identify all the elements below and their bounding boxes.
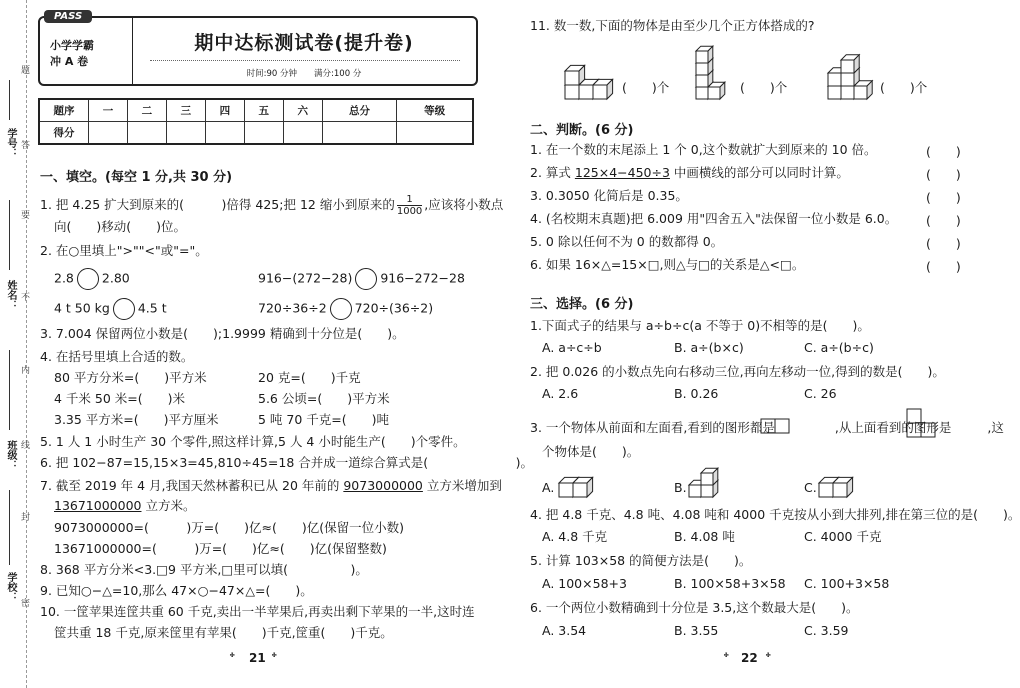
section-3-title: 三、选择。(6 分) [530, 297, 634, 312]
page-ornament-icon: ᛭ [270, 648, 279, 664]
question-1-cont: 向( )移动( )位。 [54, 219, 187, 234]
option-b[interactable]: B. 100×58+3×58 [674, 576, 786, 591]
right-page: 11. 数一数,下面的物体是由至少几个正方体搭成的? ( )个 ( )个 ( )个 二、判断。(6 分) 1. 在一个数的末尾添上 1 个 0,这个数就扩大到原来的 10 倍。 2. 算式 125×4−450÷3 中画横线的部分可以同时计算。 3. 0.3050 化简后是 0.35。 4. (名校期末真题)把 6.009 用"四舍五入"法保留一位小数是 6.0。 5. 0 除以任何不为 0 的数都得 0。 6. 如果 16×△=15×□,则△与□的关系是△<□。 ( ) ( ) ( ) ( ) ( ) ( ) 三、选择。(6 分) 1.下面式子的结果与 a÷b÷c(a 不等于 0)不相等的是( )。 A. a÷c÷b B. a÷(b×c) C. a÷(b÷c) 2. 把 0.026 的小数点先向右移动三位,再向左移动一位,得到的数是( )。 A. 2.6 B. 0.26 C. 26 3. 一个物体从前面和左面看,看到的图形都是 ,从上面看到的图形是 ,这 个物体是( )。 A. B. C. 4. 把 4.8 千克、4.8 吨、4.08 吨和 4000 千克按从小到大排列,排在第三位的是( )。 A. 4.8 千克 B. 4.08 吨 C. 4000 千克 5. 计算 103×58 的简便方法是( )。 A. 100×58+3 B. 100×58+3×58 C. 100+3×58 6. 一个两位小数精确到十分位是 3.5,这个数最大是( )。 A. 3.54 B. 3.55 C. 3.59 ᛭ 22 ᛭ [530, 18, 1020, 665]
option-a[interactable]: A. a÷c÷b [542, 340, 602, 355]
answer-paren[interactable]: ( ) [926, 259, 961, 274]
judge-3: 3. 0.3050 化简后是 0.35。 [530, 188, 688, 203]
question-4: 4. 在括号里填上合适的数。 [40, 349, 194, 364]
compare-circle[interactable] [113, 298, 135, 320]
choice-5: 5. 计算 103×58 的简便方法是( )。 [530, 553, 752, 568]
cube-figure-3 [827, 48, 879, 100]
compare-circle[interactable] [330, 298, 352, 320]
option-c[interactable]: C. 26 [804, 386, 837, 401]
choice-1: 1.下面式子的结果与 a÷b÷c(a 不等于 0)不相等的是( )。 [530, 318, 870, 333]
option-b[interactable]: B. 0.26 [674, 386, 719, 401]
fraction: $\frac{1}{1000}$ [396, 194, 423, 217]
judge-6: 6. 如果 16×△=15×□,则△与□的关系是△<□。 [530, 257, 805, 272]
page-ornament-icon: ᛭ [764, 648, 773, 664]
option-c[interactable]: C. 4000 千克 [804, 529, 882, 544]
cube [841, 55, 859, 73]
score-table [38, 98, 474, 145]
answer-paren[interactable]: ( ) [926, 167, 961, 182]
brand-label: 小学学霸 冲 A 卷 [50, 39, 94, 68]
question-10: 10. 一筐苹果连筐共重 60 千克,卖出一半苹果后,再卖出剩下苹果的一半,这时连 [40, 604, 475, 619]
pass-logo: PASS [44, 10, 92, 23]
score-cell[interactable] [397, 122, 473, 145]
question-2: 2. 在○里填上">""<"或"="。 [40, 243, 208, 258]
page-ornament-icon: ᛭ [722, 648, 731, 664]
section-1-title: 一、填空。(每空 1 分,共 30 分) [40, 170, 233, 185]
judge-2: 2. 算式 125×4−450÷3 中画横线的部分可以同时计算。 [530, 165, 849, 180]
option-a[interactable]: A. [542, 480, 555, 495]
answer-paren[interactable]: ( ) [926, 236, 961, 251]
gutter-label-student-id: 学号： [5, 128, 16, 158]
answer-paren[interactable]: ( ) [926, 213, 961, 228]
cube [565, 65, 585, 85]
choice-6: 6. 一个两位小数精确到十分位是 3.5,这个数最大是( )。 [530, 600, 859, 615]
cube [696, 46, 713, 63]
question-9: 9. 已知○−△=10,那么 47×○−47×△=( )。 [40, 583, 313, 598]
option-b[interactable]: B. 3.55 [674, 623, 719, 638]
section-2-title: 二、判断。(6 分) [530, 123, 634, 138]
left-page: 学号： 姓名： 班级： 学校： 题 答 要 不 内 线 封 密 PASS 小学学霸 冲 A 卷 期中达标测试卷(提升卷) 时间:90 分钟 满分:100 分 题序 一 二 三 四 五 六 总分 等级 得分 一、填空。(每空 1 分,共 30 分) 1. 把 4.25 扩大到原来的( )倍得 425;把 12 缩小到原来的 $\frac{1}{1000}$ ,应该将小数点 向( )移动( )位。 2. 在○里填上">""<"或"="。 2.8 2.80 916−(272−28) 916−272−28 4 t 50 kg 4.5 t 720÷36÷2 720÷(36÷2) 3. 7.004 保留两位小数是( );1.9999 精确到十分位是( )。 4. 在括号里填上合适的数。 80 平方分米=( )平方米 20 克=( )千克 4 千米 50 米=( )米 5.6 公顷=( )平方米 3.35 平方米=( )平方厘米 5 吨 70 千克=( )吨 5. 1 人 1 小时生产 30 个零件,照这样计算,5 人 4 小时能生产( )个零件。 6. 把 102−87=15,15×3=45,810÷45=18 合并成一道综合算式是( )。 7. 截至 2019 年 4 月,我国天然林蓄积已从 20 年前的 9073000000 立方米增加到 13671000000 立方米。 9073000000=( )万=( )亿≈( )亿(保留一位小数) 13671000000=( )万=( )亿≈( )亿(保留整数) 8. 368 平方分米<3.□9 平方米,□里可以填( )。 9. 已知○−△=10,那么 47×○−47×△=( )。 10. 一筐苹果连筐共重 60 千克,卖出一半苹果后,再卖出剩下苹果的一半,这时连 筐共重 18 千克,原来筐里有苹果( )千克,筐重( )千克。 ᛭ 21 ᛭ [0, 0, 498, 688]
option-a[interactable]: A. 100×58+3 [542, 576, 627, 591]
exam-title: 期中达标测试卷(提升卷) [194, 32, 414, 54]
question-8: 8. 368 平方分米<3.□9 平方米,□里可以填( )。 [40, 562, 368, 577]
score-cell[interactable] [127, 122, 166, 145]
page-number-right: 22 [741, 651, 758, 665]
choice-4: 4. 把 4.8 千克、4.8 吨、4.08 吨和 4000 千克按从小到大排列,排在第三位的是( )。 [530, 507, 1020, 522]
option-a[interactable]: A. 3.54 [542, 623, 587, 638]
question-11: 11. 数一数,下面的物体是由至少几个正方体搭成的? [530, 18, 815, 33]
score-table-header-row: 题序 一 二 三 四 五 六 总分 等级 [39, 99, 473, 122]
gutter-label-class: 班级： [5, 440, 16, 470]
score-cell[interactable] [205, 122, 244, 145]
judge-5: 5. 0 除以任何不为 0 的数都得 0。 [530, 234, 724, 249]
judge-1: 1. 在一个数的末尾添上 1 个 0,这个数就扩大到原来的 10 倍。 [530, 142, 877, 157]
gutter-label-school: 学校： [5, 572, 16, 602]
option-b[interactable]: B. [674, 480, 687, 495]
question-5: 5. 1 人 1 小时生产 30 个零件,照这样计算,5 人 4 小时能生产( )个零件。 [40, 434, 466, 449]
cube [593, 79, 613, 99]
binding-gutter: 学号： 姓名： 班级： 学校： 题 答 要 不 内 线 封 密 [0, 0, 27, 688]
score-cell[interactable] [322, 122, 397, 145]
top-view-icon [906, 408, 938, 440]
score-cell[interactable] [166, 122, 205, 145]
compare-circle[interactable] [355, 268, 377, 290]
compare-circle[interactable] [77, 268, 99, 290]
score-cell[interactable] [244, 122, 283, 145]
time-info: 时间:90 分钟 满分:100 分 [246, 69, 362, 79]
question-6: 6. 把 102−87=15,15×3=45,810÷45=18 合并成一道综合算式是( )。 [40, 455, 533, 470]
option-c[interactable]: C. 3.59 [804, 623, 849, 638]
option-c[interactable]: C. 100+3×58 [804, 576, 890, 591]
option-b[interactable]: B. a÷(b×c) [674, 340, 744, 355]
question-7: 7. 截至 2019 年 4 月,我国天然林蓄积已从 20 年前的 9073000000 立方米增加到 [40, 478, 502, 493]
score-cell[interactable] [89, 122, 128, 145]
page-ornament-icon: ᛭ [228, 648, 237, 664]
cube [573, 477, 593, 497]
cube [833, 477, 853, 497]
option-a-cubes [558, 470, 598, 498]
option-c-cubes [818, 470, 858, 498]
option-a[interactable]: A. 4.8 千克 [542, 529, 608, 544]
score-cell[interactable] [283, 122, 322, 145]
option-c[interactable]: C. [804, 480, 817, 495]
option-b-cubes [688, 462, 728, 498]
choice-3: 3. 一个物体从前面和左面看,看到的图形都是 ,从上面看到的图形是 ,这 [530, 420, 1004, 435]
option-a[interactable]: A. 2.6 [542, 386, 579, 401]
cube-figure-2 [695, 42, 735, 100]
answer-paren[interactable]: ( ) [926, 144, 961, 159]
gutter-label-name: 姓名： [5, 280, 16, 310]
answer-paren[interactable]: ( ) [926, 190, 961, 205]
choice-2: 2. 把 0.026 的小数点先向右移动三位,再向左移动一位,得到的数是( )。 [530, 364, 945, 379]
judge-4: 4. (名校期末真题)把 6.009 用"四舍五入"法保留一位小数是 6.0。 [530, 211, 898, 226]
exam-header [38, 11, 478, 86]
question-3: 3. 7.004 保留两位小数是( );1.9999 精确到十分位是( )。 [40, 326, 405, 341]
option-b[interactable]: B. 4.08 吨 [674, 529, 735, 544]
question-1: 1. 把 4.25 扩大到原来的( )倍得 425;把 12 缩小到原来的 $\frac{1}{1000}$ ,应该将小数点 [40, 194, 504, 217]
score-table-score-row: 得分 [39, 122, 473, 145]
option-c[interactable]: C. a÷(b÷c) [804, 340, 874, 355]
front-view-icon [760, 418, 792, 436]
cube-figure-1 [564, 60, 620, 100]
page-number-left: 21 [249, 651, 266, 665]
cube [701, 468, 718, 485]
